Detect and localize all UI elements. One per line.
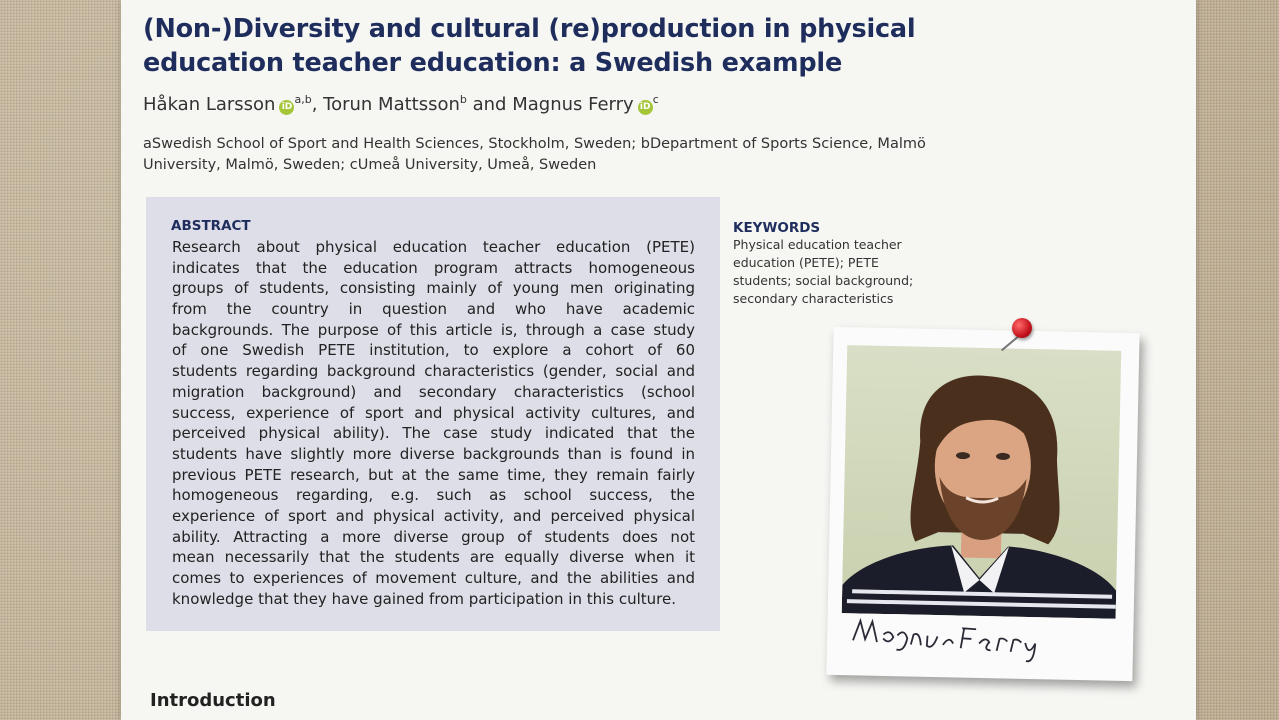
abstract-line: of one Swedish PETE institution, to explore a cohort of 60 xyxy=(172,341,695,360)
polaroid-photo xyxy=(826,327,1139,681)
abstract-line: homogeneous regarding, e.g. such as school success, the xyxy=(172,486,695,505)
abstract-line: backgrounds. The purpose of this article is, through a case study xyxy=(172,320,695,339)
author-separator: and xyxy=(466,94,513,115)
affiliation-line: aSwedish School of Sport and Health Sciences, Stockholm, Sweden; bDepartment of Sports Science, Malmö xyxy=(143,136,926,152)
author-affiliation-mark: c xyxy=(652,93,659,106)
author-affiliation-mark: b xyxy=(459,93,467,106)
keyword-line: secondary characteristics xyxy=(733,291,894,306)
abstract-line: migration background) and secondary characteristics (school xyxy=(172,382,695,401)
author-list xyxy=(143,93,659,115)
keywords-heading: KEYWORDS xyxy=(733,220,821,236)
abstract-heading: ABSTRACT xyxy=(171,218,251,234)
section-heading: Introduction xyxy=(150,690,276,711)
abstract-line: from the country in question and who have academic xyxy=(172,300,695,319)
abstract-line: experience of sport and physical activity, and perceived physical xyxy=(172,506,695,525)
signature-drawing xyxy=(848,614,1050,665)
keyword-line: students; social background; xyxy=(733,273,914,288)
abstract-line: students have slightly more diverse backgrounds than is found in xyxy=(172,444,695,463)
keywords-text xyxy=(733,236,933,308)
author-separator: , xyxy=(311,94,324,115)
push-pin-icon xyxy=(1012,318,1032,338)
abstract-line: indicates that the education program attracts homogeneous xyxy=(172,258,695,277)
affiliations xyxy=(143,134,943,176)
orcid-icon: iD xyxy=(279,100,294,115)
abstract-line: mean necessarily that the students are equally diverse when it xyxy=(172,548,695,567)
author-affiliation-mark: a,b xyxy=(294,93,312,106)
title-line: education teacher education: a Swedish example xyxy=(143,48,843,78)
handwritten-signature xyxy=(848,614,1051,671)
orcid-icon: iD xyxy=(638,100,653,115)
author-name: Torun Mattsson xyxy=(323,94,460,115)
abstract-line: comes to experiences of movement culture, and the abilities and xyxy=(172,569,695,587)
abstract-line: ability. Attracting a more diverse group of students does not xyxy=(172,527,695,546)
affiliation-line: University, Malmö, Sweden; cUmeå University, Umeå, Sweden xyxy=(143,157,597,173)
abstract-line: knowledge that they have gained from participation in this culture. xyxy=(172,589,677,608)
abstract-line: previous PETE research, but at the same time, they remain fairly xyxy=(172,465,695,484)
article-title xyxy=(143,12,916,80)
abstract-line: Research about physical education teacher education (PETE) xyxy=(172,238,695,256)
portrait-illustration xyxy=(842,345,1122,619)
title-line: (Non-)Diversity and cultural (re)production in physical xyxy=(143,14,916,44)
keyword-line: Physical education teacher xyxy=(733,237,902,252)
portrait-photo xyxy=(842,345,1122,619)
abstract-line: perceived physical ability). The case study indicated that the xyxy=(172,424,695,443)
abstract-line: students regarding background characteristics (gender, social and xyxy=(172,362,695,381)
abstract-line: success, experience of sport and physical activity cultures, and xyxy=(172,403,695,422)
keyword-line: education (PETE); PETE xyxy=(733,255,879,270)
author-name: Håkan Larsson xyxy=(143,94,276,115)
abstract-text xyxy=(172,237,695,609)
author-name: Magnus Ferry xyxy=(512,94,634,115)
abstract-line: groups of students, consisting mainly of young men originating xyxy=(172,279,695,298)
